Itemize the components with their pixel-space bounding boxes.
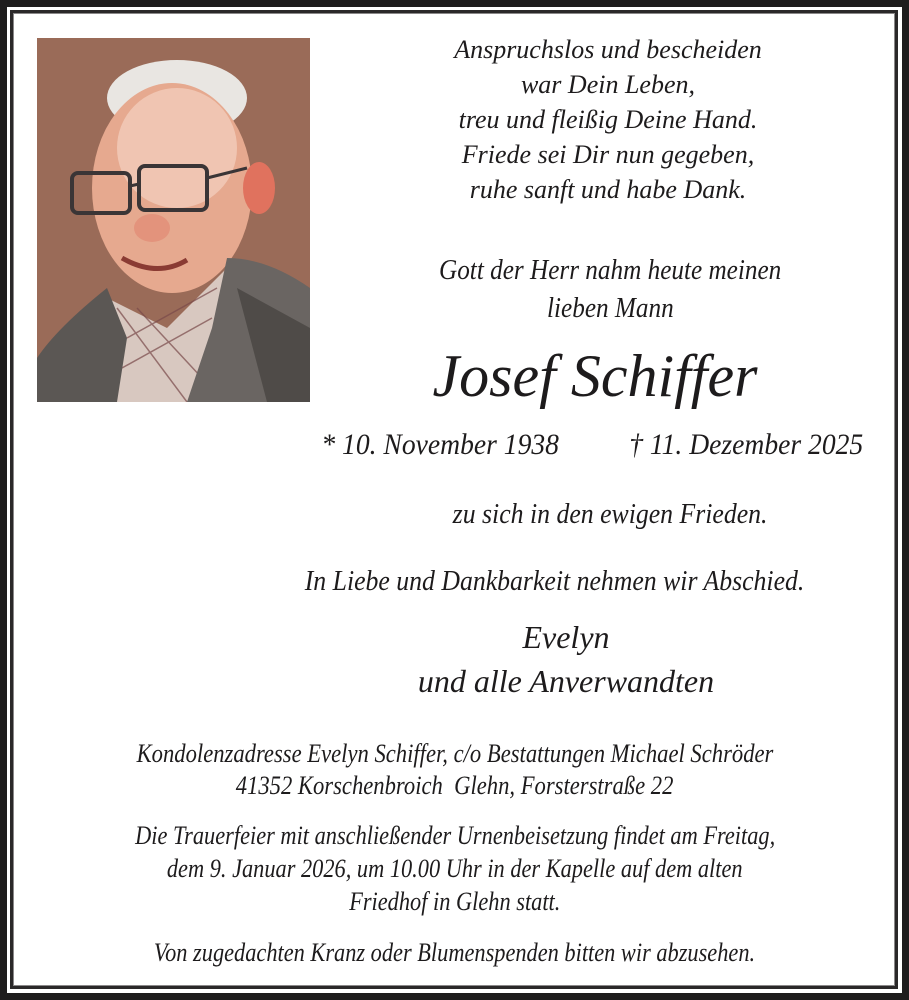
mourner-relatives: und alle Anverwandten <box>417 663 715 699</box>
birth-date-text: * 10. November 1938 <box>321 428 559 461</box>
intro-line-2 <box>380 291 840 327</box>
poem-line-3: treu und fleißig Deine Hand. <box>458 105 758 134</box>
intro-line-1 <box>380 253 840 289</box>
death-date-text: † 11. Dezember 2025 <box>628 428 864 461</box>
condolence-address-line-1 <box>30 738 880 770</box>
condolence-address-line-2 <box>30 770 880 802</box>
outro-line-text: zu sich in den ewigen Frieden. <box>452 499 768 530</box>
service-info-line-2-text: dem 9. Januar 2026, um 10.00 Uhr in der Kapelle auf dem alten <box>167 854 743 883</box>
service-info-line-1-text: Die Trauerfeier mit anschließender Urnenbeisetzung findet am Freitag, <box>134 821 776 850</box>
flowers-note-text: Von zugedachten Kranz oder Blumenspenden bitten wir abzusehen. <box>154 938 756 967</box>
poem-line-5: ruhe sanft und habe Dank. <box>469 175 747 204</box>
portrait-photo <box>37 38 310 402</box>
condolence-address-line-2-text: 41352 Korschenbroich Glehn, Forsterstraße 22 <box>236 771 674 800</box>
flowers-note <box>20 937 890 969</box>
deceased-name: Josef Schiffer <box>432 343 758 409</box>
service-info-line-2 <box>20 853 890 885</box>
farewell-line <box>250 564 860 600</box>
service-info-line-3-text: Friedhof in Glehn statt. <box>349 887 561 916</box>
intro-line-2-text: lieben Mann <box>546 293 674 324</box>
farewell-line-text: In Liebe und Dankbarkeit nehmen wir Abschied. <box>305 566 805 597</box>
poem-line-4: Friede sei Dir nun gegeben, <box>461 140 755 169</box>
death-date <box>596 426 896 464</box>
poem-line-1: Anspruchslos und bescheiden <box>454 35 762 64</box>
mourner-primary: Evelyn <box>522 619 610 655</box>
portrait-image <box>37 38 310 402</box>
birth-date <box>290 426 590 464</box>
condolence-address-line-1-text: Kondolenzadresse Evelyn Schiffer, c/o Bestattungen Michael Schröder <box>136 739 774 768</box>
service-info-line-1 <box>20 820 890 852</box>
intro-line-1-text: Gott der Herr nahm heute meinen <box>438 255 782 286</box>
service-info-line-3 <box>20 886 890 918</box>
outro-line <box>380 497 840 533</box>
poem-line-2: war Dein Leben, <box>520 70 696 99</box>
